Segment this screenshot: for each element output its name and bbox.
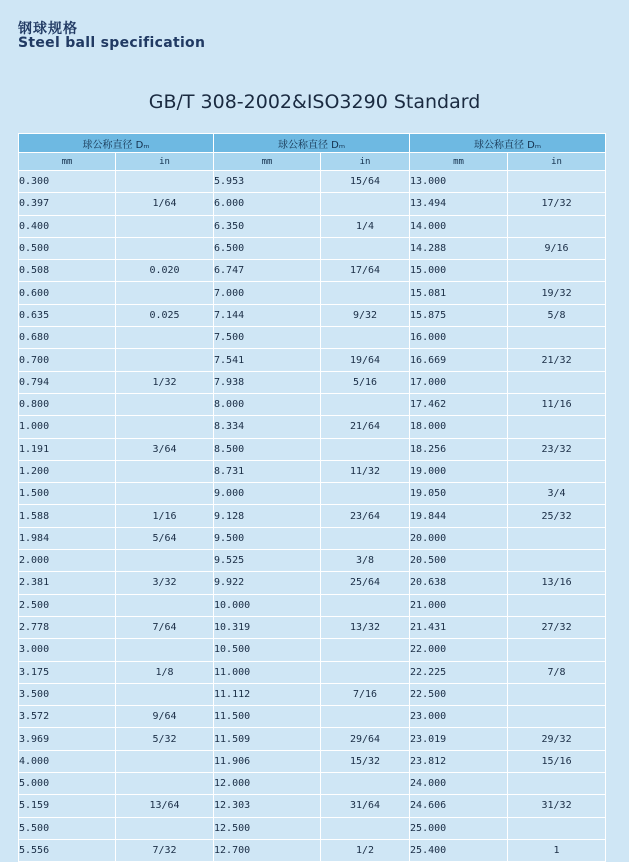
cell-in: 3/32 bbox=[116, 572, 214, 594]
cell-mm: 1.000 bbox=[19, 416, 116, 438]
cell-in: 23/64 bbox=[321, 505, 410, 527]
cell-in bbox=[116, 393, 214, 415]
cell-in: 13/64 bbox=[116, 795, 214, 817]
cell-mm: 15.875 bbox=[410, 304, 508, 326]
cell-in: 19/64 bbox=[321, 349, 410, 371]
cell-in bbox=[321, 817, 410, 839]
cell-mm: 14.288 bbox=[410, 237, 508, 259]
cell-mm: 11.906 bbox=[214, 750, 321, 772]
table-row bbox=[19, 237, 606, 259]
cell-mm: 18.256 bbox=[410, 438, 508, 460]
cell-in bbox=[508, 639, 606, 661]
cell-mm: 8.000 bbox=[214, 393, 321, 415]
cell-in: 31/32 bbox=[508, 795, 606, 817]
cell-mm: 20.000 bbox=[410, 527, 508, 549]
table-row bbox=[19, 839, 606, 861]
table-row bbox=[19, 750, 606, 772]
cell-in bbox=[116, 460, 214, 482]
cell-in: 5/32 bbox=[116, 728, 214, 750]
cell-mm: 9.128 bbox=[214, 505, 321, 527]
cell-mm: 9.525 bbox=[214, 550, 321, 572]
cell-in bbox=[508, 527, 606, 549]
cell-in: 7/8 bbox=[508, 661, 606, 683]
table-row bbox=[19, 393, 606, 415]
cell-in bbox=[508, 550, 606, 572]
cell-in bbox=[508, 371, 606, 393]
cell-in: 9/32 bbox=[321, 304, 410, 326]
cell-in: 5/64 bbox=[116, 527, 214, 549]
cell-mm: 22.000 bbox=[410, 639, 508, 661]
cell-in bbox=[321, 393, 410, 415]
cell-mm: 3.175 bbox=[19, 661, 116, 683]
cell-in bbox=[508, 773, 606, 795]
cell-mm: 17.462 bbox=[410, 393, 508, 415]
cell-mm: 5.500 bbox=[19, 817, 116, 839]
cell-mm: 7.500 bbox=[214, 327, 321, 349]
cell-mm: 0.300 bbox=[19, 171, 116, 193]
table-row bbox=[19, 728, 606, 750]
cell-in: 19/32 bbox=[508, 282, 606, 304]
cell-in: 1/64 bbox=[116, 193, 214, 215]
cell-in: 23/32 bbox=[508, 438, 606, 460]
cell-mm: 0.800 bbox=[19, 393, 116, 415]
unit-header-mm: mm bbox=[214, 153, 321, 171]
cell-mm: 10.500 bbox=[214, 639, 321, 661]
cell-in bbox=[321, 639, 410, 661]
cell-mm: 10.319 bbox=[214, 616, 321, 638]
cell-mm: 17.000 bbox=[410, 371, 508, 393]
unit-header-in: in bbox=[508, 153, 606, 171]
cell-in: 1/16 bbox=[116, 505, 214, 527]
cell-mm: 11.000 bbox=[214, 661, 321, 683]
cell-mm: 7.938 bbox=[214, 371, 321, 393]
table-row bbox=[19, 349, 606, 371]
cell-in bbox=[116, 594, 214, 616]
steel-ball-spec-table bbox=[18, 133, 606, 862]
cell-in: 7/32 bbox=[116, 839, 214, 861]
cell-mm: 5.953 bbox=[214, 171, 321, 193]
table-row bbox=[19, 550, 606, 572]
cell-mm: 0.794 bbox=[19, 371, 116, 393]
cell-mm: 24.000 bbox=[410, 773, 508, 795]
cell-mm: 13.494 bbox=[410, 193, 508, 215]
cell-mm: 3.500 bbox=[19, 683, 116, 705]
cell-mm: 23.000 bbox=[410, 706, 508, 728]
cell-in bbox=[508, 683, 606, 705]
cell-in: 29/32 bbox=[508, 728, 606, 750]
table-row bbox=[19, 639, 606, 661]
table-row bbox=[19, 460, 606, 482]
cell-mm: 15.081 bbox=[410, 282, 508, 304]
cell-mm: 6.500 bbox=[214, 237, 321, 259]
cell-mm: 6.350 bbox=[214, 215, 321, 237]
unit-header-in: in bbox=[116, 153, 214, 171]
cell-in bbox=[508, 171, 606, 193]
cell-mm: 2.000 bbox=[19, 550, 116, 572]
unit-header-mm: mm bbox=[19, 153, 116, 171]
cell-in: 5/8 bbox=[508, 304, 606, 326]
table-row bbox=[19, 371, 606, 393]
cell-in bbox=[116, 282, 214, 304]
cell-mm: 19.050 bbox=[410, 483, 508, 505]
cell-mm: 9.000 bbox=[214, 483, 321, 505]
cell-in bbox=[116, 773, 214, 795]
table-row bbox=[19, 773, 606, 795]
cell-in: 13/32 bbox=[321, 616, 410, 638]
cell-in: 15/32 bbox=[321, 750, 410, 772]
cell-in: 21/32 bbox=[508, 349, 606, 371]
cell-mm: 5.159 bbox=[19, 795, 116, 817]
cell-mm: 25.000 bbox=[410, 817, 508, 839]
cell-in: 9/64 bbox=[116, 706, 214, 728]
cell-mm: 8.500 bbox=[214, 438, 321, 460]
table-row bbox=[19, 171, 606, 193]
cell-in: 1/32 bbox=[116, 371, 214, 393]
cell-in: 1/4 bbox=[321, 215, 410, 237]
cell-in bbox=[321, 193, 410, 215]
cell-in: 1/2 bbox=[321, 839, 410, 861]
cell-mm: 15.000 bbox=[410, 260, 508, 282]
cell-in: 11/16 bbox=[508, 393, 606, 415]
cell-mm: 4.000 bbox=[19, 750, 116, 772]
table-row bbox=[19, 706, 606, 728]
cell-mm: 11.509 bbox=[214, 728, 321, 750]
cell-mm: 0.400 bbox=[19, 215, 116, 237]
cell-in bbox=[321, 237, 410, 259]
cell-in bbox=[508, 460, 606, 482]
cell-mm: 8.334 bbox=[214, 416, 321, 438]
cell-mm: 16.669 bbox=[410, 349, 508, 371]
cell-in bbox=[116, 817, 214, 839]
table-row bbox=[19, 260, 606, 282]
cell-in: 15/16 bbox=[508, 750, 606, 772]
cell-in: 5/16 bbox=[321, 371, 410, 393]
cell-in bbox=[508, 327, 606, 349]
cell-in: 17/32 bbox=[508, 193, 606, 215]
cell-in: 15/64 bbox=[321, 171, 410, 193]
cell-mm: 20.500 bbox=[410, 550, 508, 572]
table-row bbox=[19, 572, 606, 594]
table-row bbox=[19, 304, 606, 326]
cell-mm: 5.556 bbox=[19, 839, 116, 861]
cell-in bbox=[508, 215, 606, 237]
cell-in bbox=[321, 438, 410, 460]
cell-in: 1 bbox=[508, 839, 606, 861]
unit-header-in: in bbox=[321, 153, 410, 171]
cell-mm: 0.680 bbox=[19, 327, 116, 349]
cell-in bbox=[116, 237, 214, 259]
cell-in bbox=[321, 327, 410, 349]
cell-mm: 7.541 bbox=[214, 349, 321, 371]
cell-mm: 2.381 bbox=[19, 572, 116, 594]
cell-in: 9/16 bbox=[508, 237, 606, 259]
cell-mm: 6.000 bbox=[214, 193, 321, 215]
page-title-cn: 钢球规格 bbox=[18, 21, 78, 37]
cell-in: 27/32 bbox=[508, 616, 606, 638]
cell-in bbox=[116, 483, 214, 505]
cell-in: 3/64 bbox=[116, 438, 214, 460]
cell-in bbox=[321, 527, 410, 549]
table-row bbox=[19, 438, 606, 460]
cell-mm: 2.778 bbox=[19, 616, 116, 638]
cell-in bbox=[116, 683, 214, 705]
unit-header-mm: mm bbox=[410, 153, 508, 171]
table-row bbox=[19, 795, 606, 817]
cell-in: 29/64 bbox=[321, 728, 410, 750]
cell-mm: 5.000 bbox=[19, 773, 116, 795]
cell-mm: 23.019 bbox=[410, 728, 508, 750]
cell-in bbox=[116, 349, 214, 371]
cell-in bbox=[116, 550, 214, 572]
cell-in: 7/64 bbox=[116, 616, 214, 638]
table-row bbox=[19, 505, 606, 527]
cell-mm: 8.731 bbox=[214, 460, 321, 482]
cell-mm: 13.000 bbox=[410, 171, 508, 193]
cell-mm: 12.000 bbox=[214, 773, 321, 795]
cell-mm: 3.000 bbox=[19, 639, 116, 661]
cell-in: 11/32 bbox=[321, 460, 410, 482]
cell-in: 17/64 bbox=[321, 260, 410, 282]
cell-mm: 3.969 bbox=[19, 728, 116, 750]
group-header: 球公称直径 Dₘ bbox=[214, 134, 410, 153]
cell-mm: 11.112 bbox=[214, 683, 321, 705]
cell-mm: 22.225 bbox=[410, 661, 508, 683]
cell-in: 0.025 bbox=[116, 304, 214, 326]
cell-in bbox=[116, 171, 214, 193]
cell-mm: 0.500 bbox=[19, 237, 116, 259]
table-row bbox=[19, 193, 606, 215]
cell-mm: 16.000 bbox=[410, 327, 508, 349]
table-row bbox=[19, 416, 606, 438]
cell-in: 21/64 bbox=[321, 416, 410, 438]
cell-in bbox=[116, 416, 214, 438]
table-row bbox=[19, 817, 606, 839]
cell-in bbox=[508, 817, 606, 839]
cell-mm: 1.500 bbox=[19, 483, 116, 505]
table-row bbox=[19, 327, 606, 349]
cell-in bbox=[321, 594, 410, 616]
cell-in bbox=[321, 661, 410, 683]
standard-heading: GB/T 308-2002&ISO3290 Standard bbox=[148, 91, 481, 113]
cell-mm: 2.500 bbox=[19, 594, 116, 616]
cell-mm: 12.500 bbox=[214, 817, 321, 839]
cell-mm: 1.588 bbox=[19, 505, 116, 527]
cell-in bbox=[321, 773, 410, 795]
cell-mm: 11.500 bbox=[214, 706, 321, 728]
cell-mm: 1.200 bbox=[19, 460, 116, 482]
cell-mm: 24.606 bbox=[410, 795, 508, 817]
cell-mm: 20.638 bbox=[410, 572, 508, 594]
cell-in bbox=[508, 706, 606, 728]
table-row bbox=[19, 616, 606, 638]
cell-in: 3/4 bbox=[508, 483, 606, 505]
table-row bbox=[19, 215, 606, 237]
table-row bbox=[19, 483, 606, 505]
table-row bbox=[19, 683, 606, 705]
table-row bbox=[19, 527, 606, 549]
table-row bbox=[19, 594, 606, 616]
cell-in bbox=[116, 215, 214, 237]
cell-in: 3/8 bbox=[321, 550, 410, 572]
cell-mm: 19.844 bbox=[410, 505, 508, 527]
cell-mm: 21.431 bbox=[410, 616, 508, 638]
cell-in bbox=[116, 750, 214, 772]
cell-mm: 7.144 bbox=[214, 304, 321, 326]
cell-in: 25/32 bbox=[508, 505, 606, 527]
cell-mm: 25.400 bbox=[410, 839, 508, 861]
cell-mm: 3.572 bbox=[19, 706, 116, 728]
cell-mm: 0.397 bbox=[19, 193, 116, 215]
cell-in: 25/64 bbox=[321, 572, 410, 594]
cell-mm: 1.984 bbox=[19, 527, 116, 549]
cell-mm: 12.303 bbox=[214, 795, 321, 817]
cell-in bbox=[321, 706, 410, 728]
table-row bbox=[19, 282, 606, 304]
cell-in bbox=[116, 327, 214, 349]
cell-mm: 1.191 bbox=[19, 438, 116, 460]
cell-mm: 19.000 bbox=[410, 460, 508, 482]
cell-in bbox=[508, 260, 606, 282]
cell-in bbox=[116, 639, 214, 661]
cell-mm: 22.500 bbox=[410, 683, 508, 705]
cell-mm: 7.000 bbox=[214, 282, 321, 304]
cell-in: 31/64 bbox=[321, 795, 410, 817]
cell-mm: 18.000 bbox=[410, 416, 508, 438]
cell-in bbox=[321, 282, 410, 304]
cell-in: 1/8 bbox=[116, 661, 214, 683]
cell-in: 7/16 bbox=[321, 683, 410, 705]
cell-in: 13/16 bbox=[508, 572, 606, 594]
cell-mm: 14.000 bbox=[410, 215, 508, 237]
cell-mm: 0.700 bbox=[19, 349, 116, 371]
table-body bbox=[19, 171, 606, 862]
cell-mm: 12.700 bbox=[214, 839, 321, 861]
group-header: 球公称直径 Dₘ bbox=[410, 134, 606, 153]
group-header: 球公称直径 Dₘ bbox=[19, 134, 214, 153]
group-header-row bbox=[19, 134, 606, 153]
cell-mm: 21.000 bbox=[410, 594, 508, 616]
page-title-en: Steel ball specification bbox=[18, 35, 206, 51]
unit-header-row bbox=[19, 153, 606, 171]
cell-mm: 9.922 bbox=[214, 572, 321, 594]
cell-in bbox=[508, 594, 606, 616]
cell-mm: 0.600 bbox=[19, 282, 116, 304]
cell-mm: 23.812 bbox=[410, 750, 508, 772]
cell-mm: 6.747 bbox=[214, 260, 321, 282]
cell-mm: 9.500 bbox=[214, 527, 321, 549]
cell-in bbox=[508, 416, 606, 438]
table-row bbox=[19, 661, 606, 683]
cell-mm: 10.000 bbox=[214, 594, 321, 616]
cell-mm: 0.635 bbox=[19, 304, 116, 326]
cell-in: 0.020 bbox=[116, 260, 214, 282]
cell-mm: 0.508 bbox=[19, 260, 116, 282]
cell-in bbox=[321, 483, 410, 505]
